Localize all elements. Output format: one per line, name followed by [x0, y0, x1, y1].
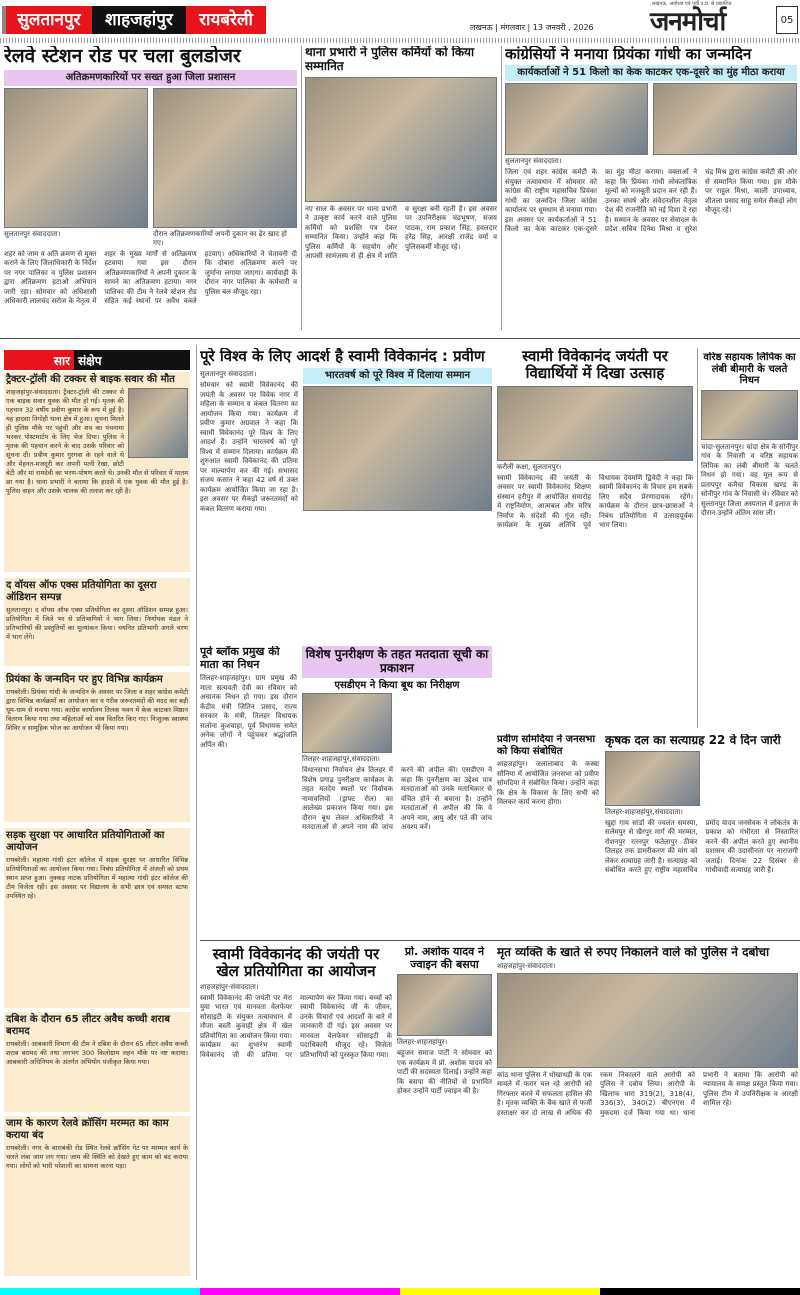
photo-students — [497, 386, 693, 461]
article-somdiya — [497, 734, 599, 934]
article-mother-death — [200, 646, 297, 934]
headline-police-honor: थाना प्रभारी ने पुलिस कर्मियों को किया सम्मानित — [305, 46, 475, 73]
brief-body: रायबरेली। नगर के बाराबंकी रोड स्थित रेलवे क्रॉसिंग गेट पर मरम्मत कार्य के चलते लंबा जाम लग गया। जाम की स्थिति को देखते हुए काम को बंद कराया गया। लोगों को भारी परेशानी का सामना करना पड़ा। — [6, 1144, 188, 1170]
headline-vivekanand-ideal: पूरे विश्व के लिए आदर्श है स्वामी विवेकानंद : प्रवीण — [200, 348, 485, 365]
article-body-bulldozer: शहर को जाम व अति क्रमण से मुक्त कराने के लिए जिलाधिकारी के निर्देश पर नगर पालिका व पुलिस प्रशासन द्वारा अतिक्रमण हटाओ अभियान जारी रहा। सोमवार को अधिशासी अधिकारी लालचंद सरोज के नेतृत्व में शहर के मुख्य मार्गों से अतिक्रमण हटवाया गया इस दौरान अतिक्रमणकारियों ने अपनी दुकान के सामने का अतिक्रमण हटाया। नगर पालिका की टीम ने रेलवे स्टेशन रोड सहित कई स्थानों पर अवैध कब्जे हटवाए। अधिकारियों ने चेतावनी दी कि दोबारा अतिक्रमण करने पर जुर्माना लगाया जाएगा। कार्यवाही के दौरान नगर पालिका के कर्मचारी व पुलिस बल मौजूद रहा। — [4, 249, 297, 306]
headline-clerk-death: वरिष्ठ सहायक लिपिक का लंबी बीमारी के चलते निधन — [703, 352, 796, 386]
headline-mother-death: पूर्व ब्लॉक प्रमुख की माता का निधन — [200, 646, 280, 671]
briefs-header — [4, 350, 190, 370]
article-clerk-death — [701, 352, 798, 728]
headline-bsp: प्रो. अशोक यादव ने ज्वाइन की बसपा — [404, 946, 485, 971]
article-body-a12: बहुजन समाज पार्टी ने सोमवार को एक कार्यक्रम में प्रो. अशोक यादव को पार्टी की सदस्यता दिलाई। उन्होंने कहा कि बसपा की नीतियों से प्रभावित होकर उन्होंने पार्टी ज्वाइन की है। — [397, 1049, 492, 1096]
photo-encroachment-2 — [153, 88, 297, 228]
article-text-priyanka: जिला एवं शहर कांग्रेस कमेटी के संयुक्त तत्वावधान में सोमवार को कांग्रेस की राष्ट्रीय महासचिव प्रियंका गांधी का जन्मदिन जिला कांग्रेस कार्यालय पर धूमधाम से मनाया गया। इस अवसर पर कार्यकर्ताओं ने 51 किलो का केक काटकर एक-दूसरे का मुंह मीठा कराया। वक्ताओं ने कहा कि प्रियंका गांधी लोकतांत्रिक मूल्यों को मजबूती प्रदान कर रही हैं। उनका संघर्ष और संवेदनशील नेतृत्व देश की राजनीति को नई दिशा दे रहा है। सम्मान के अवसर पर सेवादल के प्रदेश सचिव दिनेश मिश्रा व सुरेश चंद्र मिश्र द्वारा कांग्रेस कमेटी की ओर से सम्मानित किया गया। इस मौके पर राहुल मिश्रा, काली उपाध्याय, शीतला प्रसाद साहू समेत सैकड़ों लोग मौजूद रहे। — [505, 168, 797, 234]
tab-raebareli[interactable]: रायबरेली — [186, 6, 266, 34]
brief-body: सुलतानपुर। द वॉयस ऑफ एक्स प्रतियोगिता का दूसरा ऑडिशन सम्पन्न हुआ। प्रतियोगिता में जिले भर से प्रतिभागियों ने भाग लिया। निर्णायक मंडल ने प्रतिभागियों की प्रस्तुतियों का मूल्यांकन किया। चयनित प्रतिभागी अगले चरण में भाग लेंगे। — [6, 606, 188, 641]
subhead-a4: भारतवर्ष को पूरे विश्व में दिलाया सम्मान — [303, 368, 492, 384]
article-body-a8: चांदा-सुलतानपुर। चांदा क्षेत्र के सोनीपुर गांव के निवासी व वरिष्ठ सहायक लिपिक का लंबी बीमारी के चलते निधन हो गया। वह मूल रूप से प्रतापपुर कमैचा विकास खण्ड के सोनीपुर गांव के निवासी थे। रविवार को सुल्तानपुर जिला अस्पताल में इलाज के दौरान उन्होंने अंतिम सांस ली। — [701, 442, 798, 517]
headline-bulldozer: रेलवे स्टेशन रोड पर चला बुलडोजर — [4, 46, 241, 67]
brief-body: रायबरेली। आबकारी विभाग की टीम ने दबिश के दौरान 65 लीटर अवैध कच्ची शराब बरामद की तथा लगभग 300 किलोग्राम लहन मौके पर नष्ट कराया। आबकारी अधिनियम के अंतर्गत अभियोग पंजीकृत किया गया। — [6, 1040, 188, 1066]
dateline-a12: तिलहर-शाहजहांपुर। — [397, 1038, 448, 1047]
article-body-a13 — [497, 1071, 798, 1286]
briefs-label-1: सार — [4, 350, 74, 370]
article-body-a5: तिलहर-शाहजहांपुर। ग्राम प्रमुख की माता सत्यवती देवी का रविवार को अचानक निधन हो गया। इस दौरान केंद्रीय मंत्री जितिन प्रसाद, राज्य सरकार के मंत्री, तिलहर विधायक सलोना कुशवाहा, पूर्व विधायक समेत अनेक लोगों ने पहुंचकर श्रद्धांजलि अर्पित की। — [200, 674, 297, 749]
header-rule — [0, 38, 800, 43]
headline-voter-list: विशेष पुनरीक्षण के तहत मतदाता सूची का प्रकाशन — [302, 646, 492, 678]
dateline-a13: शाहजहांपुर-संवाददाता। — [497, 961, 556, 970]
photo-celebration — [653, 83, 797, 155]
article-voter-list — [302, 646, 492, 934]
article-text-a13: कांठ थाना पुलिस ने धोखाधड़ी के एक मामले में फरार चल रहे आरोपी को गिरफ्तार करने में सफलता हासिल की है। मृतक व्यक्ति के बैंक खाते से फर्जी हस्ताक्षर कर दो लाख से अधिक की रकम निकालने वाले आरोपी को पुलिस ने दबोच लिया। आरोपी के खिलाफ धारा 319(2), 318(4), 336(3), 340(2) बीएनएस में मुकदमा दर्ज किया गया था। थाना प्रभारी ने बताया कि आरोपी को न्यायालय के समक्ष प्रस्तुत किया गया। पुलिस टीम में उपनिरीक्षक व आरक्षी शामिल रहे। — [497, 1070, 798, 1117]
brief-title: प्रियंका के जन्मदिन पर हुए विभिन्न कार्यक्रम — [6, 674, 163, 685]
brief-body: रायबरेली। प्रियंका गांधी के जन्मदिन के अवसर पर जिला व शहर कांग्रेस कमेटी द्वारा विभिन्न कार्यक्रमों का आयोजन कर व गरीब जरूरतमंदों की मदद कर बड़ी धूम-धाम से मनाया गया। कांग्रेस कार्यालय तिलक भवन में केक काटकर मिष्ठान वितरण किया गया तथा महिलाओं को वस्त्र वितरित किए गए। निःशुल्क स्वास्थ्य शिविर व सामूहिक भोज का आयोजन भी किया गया। — [6, 688, 188, 732]
brief-title: सड़क सुरक्षा पर आधारित प्रतियोगिताओं का आयोजन — [6, 830, 165, 853]
photo-arrest — [497, 973, 798, 1068]
photo-event-stage — [303, 386, 492, 511]
caption-1: सुलतानपुर संवाददाता। — [4, 229, 61, 238]
article-police-honor — [305, 46, 497, 330]
article-bsp — [397, 946, 492, 1286]
photo-encroachment-1 — [4, 88, 148, 228]
color-registration-bar — [0, 1288, 800, 1295]
brief-item — [4, 1012, 190, 1112]
article-krishak-dal — [605, 734, 798, 934]
photo-victim — [128, 388, 188, 458]
article-priyanka — [505, 46, 797, 330]
caption-2: दौरान अतिक्रमणकारियों अपनी दुकान का ढ़ेर खाद हो गए। — [153, 229, 287, 247]
article-body-police: नए साल के अवसर पर थाना प्रभारी ने उत्कृष्ट कार्य करने वाले पुलिस कर्मियों को प्रशस्ति पत्र देकर सम्मानित किया। उन्होंने कहा कि पुलिस कर्मियों के सहयोग और आपसी सामंजस्य से ही क्षेत्र में शांति व सुरक्षा बनी रहती है। इस अवसर पर उपनिरीक्षक चंद्रभूषण, संजय पाठक, राम प्रकाश सिंह, हवलदार हरेंद्र सिंह, आरक्षी राजेंद्र वर्मा व पुलिसकर्मी मौजूद रहे। — [305, 204, 497, 261]
briefs-label-2: संक्षेप — [78, 354, 102, 368]
headline-sports: स्वामी विवेकानंद की जयंती पर खेल प्रतियोगिता का आयोजन — [212, 946, 380, 981]
headline-bank-fraud: मृत व्यक्ति के खाते से रुपए निकालने वाले को पुलिस ने दबोचा — [497, 946, 770, 959]
article-students — [497, 348, 693, 728]
photo-bsp — [397, 974, 492, 1036]
article-sports — [200, 946, 392, 1286]
headline-students: स्वामी विवेकानंद जयंती पर विद्यार्थियों में दिखा उत्साह — [522, 348, 668, 383]
headline-somdiya: प्रवीण सोमदिया ने जनसभा को किया संबोधित — [497, 734, 596, 757]
brief-item — [4, 578, 190, 666]
dateline-a4: सुलतानपुर संवाददाता। — [200, 370, 257, 379]
subhead-bulldozer: अतिक्रमणकारियों पर सख्त हुआ जिला प्रशासन — [4, 70, 297, 86]
article-body-a10: खुद्दा गाय सांडों की ज्वलंत समस्या, सलेमपुर से खैरपुर मार्ग की मरम्मत, रोशनपुर रतनपुर फतेलापुर ठीकर तिलहर तक डामरीकरण की मांग को लेकर सत्याग्रह जारी है। सत्याग्रह को संबोधित करते हुए राष्ट्रीय महासचिव प्रमोद यादव जनसेवक ने लोकतंत्र के प्रकाश को गंभीरता से निस्तारित करने की अपील करते हुए स्थानीय प्रशासन की उदासीनता पर नाराजगी जताई। दिनांक 22 दिसंबर से गांधीवादी सत्याग्रह जारी है। — [605, 818, 798, 875]
photo-police — [305, 77, 497, 202]
tab-sultanpur[interactable]: सुलतानपुर — [6, 6, 92, 34]
dateline-a10: तिलहर-शाहजहांपुर,संवाददाता। — [605, 807, 683, 816]
dateline-a11: शाहजहांपुर-संवाददाता। — [200, 982, 259, 991]
dateline-priyanka: सुलतानपुर संवाददाता। — [505, 157, 562, 166]
tab-shahjahanpur[interactable]: शाहजहांपुर — [92, 6, 186, 34]
headline-krishak-dal: कृषक दल का सत्याग्रह 22 वे दिन जारी — [605, 734, 781, 747]
newspaper-logo: जनमोर्चा — [650, 7, 726, 37]
article-body-a6: विधानसभा निर्वाचन क्षेत्र तिलहर में विशेष प्रगाढ़ पुनरीक्षण कार्यक्रम के तहत मतदेय स्थलों पर निर्वाचक नामावलियों (ड्राफ्ट रोल) का आलेख्य प्रकाशन किया गया। इस दौरान बूथ लेवल अधिकारियों ने मतदाताओं से अपने नाम की जांच करने की अपील की। एसडीएम ने कहा कि पुनरीक्षण का उद्देश्य पात्र मतदाताओं को उनके मताधिकार से वंचित होने से बचाना है। उन्होंने मतदाताओं से अपील की कि वे अपने नाम, आयु और पते की जांच अवश्य करें। — [302, 766, 492, 832]
article-vivekanand-ideal — [200, 348, 492, 640]
photo-clerk — [701, 390, 798, 440]
brief-item — [4, 372, 190, 572]
article-body-a4: सोमवार को स्वामी विवेकानंद की जयंती के अवसर पर विवेक नगर में महिला के सम्मान व कंबल वितरण का आयोजन किया गया। कार्यक्रम में प्रवीण कुमार अग्रवाल ने कहा कि स्वामी विवेकानंद पूरे विश्व के लिए आदर्श हैं। उन्होंने भारतवर्ष को पूरे विश्व में सम्मान दिलाया। कार्यक्रम की शुरुआत स्वामी विवेकानंद की प्रतिमा पर माल्यार्पण कर की गई। सभासद संजय कसान ने कहा 42 वर्ष से उक्त कार्यक्रम आयोजित किया जा रहा है। इस अवसर पर सैकड़ों जरूरतमंदों को कंबल वितरण कराया गया। — [200, 381, 298, 513]
subhead-sdm: एसडीएम ने किया बूथ का निरीक्षण — [334, 679, 460, 691]
brief-title: द वॉयस ऑफ एक्स प्रतियोगिता का दूसरा ऑडिशन सम्पन्न — [6, 580, 157, 603]
headline-priyanka: कांग्रेसियों ने मनाया प्रियंका गांधी का जन्मदिन — [505, 46, 752, 63]
masthead-bar — [0, 0, 800, 38]
photo-satyagraha — [605, 751, 700, 806]
brief-text: शाहजहांपुर-संवाददाता। ट्रैक्टर-ट्रॉली की टक्कर से एक बाइक सवार युवक की मौत हो गई। मृतक की पहचान 32 वर्षीय प्रवीण कुमार के रूप में हुई है। यह हादसा निगोही थाना क्षेत्र में हुआ। सूचना मिलते ही पुलिस मौके पर पहुंची और शव का पंचनामा भरकर पोस्टमार्टम के लिए भेज दिया। पुलिस ने मृतक की पहचान करने के बाद उसके परिवार को सूचना दी। प्रवीण कुमार गुरगवा के रहने वाले थे और मेहनत-मजदूरी कर अपनी पत्नी रेखा, छोटी बेटी और मां रामदेवी का भरण-पोषण करते थे। उनकी मौत से परिवार में मातम छा गया है। थाना प्रभारी ने बताया कि हादसे में एक युवक की मौत हुई है। पुलिस वाहन और उसके चालक की तलाश कर रही है। — [6, 388, 188, 495]
brief-item — [4, 828, 190, 1008]
article-body-a9: शाहजहांपुर। जलालाबाद के कस्बा सौनिया में आयोजित जनसभा को प्रवीण सोमदिया ने संबोधित किया। उन्होंने कहा कि क्षेत्र के विकास के लिए सभी को मिलकर कार्य करना होगा। — [497, 760, 599, 806]
dateline-a7: करौली कक्षा, सुलतानपुर। — [497, 462, 562, 471]
article-body-a11: स्वामी विवेकानंद की जयंती पर मेरा युवा भारत एवं मानवता वेलफेयर सोसाइटी के संयुक्त तत्वावधान में मौजा बस्ती कुवाही क्षेत्र में खेल प्रतियोगिता का आयोजन किया गया। कार्यक्रम का शुभारंभ स्वामी विवेकानंद जी की प्रतिमा पर माल्यार्पण कर किया गया। बच्चों को स्वामी विवेकानंद जी के जीवन, उनके विचारों एवं आदर्शों के बारे में जानकारी दी गई। इस अवसर पर मानवता वेलफेयर सोसाइटी के पदाधिकारी मौजूद रहे। विजेता प्रतिभागियों को पुरस्कृत किया गया। — [200, 993, 392, 1059]
brief-title: जाम के कारण रेलवे क्रॉसिंग मरम्मत का काम कराया बंद — [6, 1118, 169, 1141]
article-body-a7: स्वामी विवेकानंद की जयंती के अवसर पर स्वामी विवेकानंद शिक्षण संस्थान हरीपुर में आयोजित समारोह में राष्ट्रनिर्माण, आत्मबल और चरित्र निर्माण के संदेशों की गूंज रही। कार्यक्रम के मुख्य अतिथि पूर्व विधायक देवमणि द्विवेदी ने कहा कि स्वामी विवेकानंद के विचार हम सबके लिए सदैव प्रेरणादायक रहेंगे। कार्यक्रम के दौरान छात्र-छात्राओं ने निबंध प्रतियोगिता में उत्साहपूर्वक भाग लिया। — [497, 473, 693, 529]
brief-item — [4, 672, 190, 822]
article-body-priyanka — [505, 168, 797, 330]
page-number: 05 — [776, 6, 798, 34]
article-bulldozer — [4, 46, 297, 330]
brief-title: दबिश के दौरान 65 लीटर अवैध कच्ची शराब बरामद — [6, 1014, 170, 1037]
brief-body — [4, 388, 190, 498]
brief-title: ट्रैक्टर-ट्रॉली की टक्कर से बाइक सवार की मौत — [6, 374, 175, 385]
dateline-a6: तिलहर-शाहजहांपुर,संवाददाता। — [302, 755, 380, 764]
photo-booth — [302, 693, 392, 753]
photo-cake — [505, 83, 648, 155]
brief-item — [4, 1116, 190, 1276]
article-bank-fraud — [497, 946, 798, 1286]
tagline: लखनऊ, अयोध्या एवं पूर्वी उ.प्र. से प्रकाशित — [652, 1, 732, 7]
dateline: लखनऊ | मंगलवार | 13 जनवरी , 2026 — [470, 23, 594, 32]
brief-body: रायबरेली। महात्मा गांधी इंटर कॉलेज में सड़क सुरक्षा पर आधारित विभिन्न प्रतियोगिताओं का आयोजन किया गया। निबंध प्रतियोगिता में अंजली को प्रथम स्थान प्राप्त हुआ। नुक्कड़ नाटक प्रतियोगिता में महात्मा गांधी इंटर कॉलेज की टीम विजेता रही। इस अवसर पर विद्यालय के सभी छात्र एवं समस्त स्टाफ उपस्थित रहे। — [6, 856, 188, 900]
subhead-priyanka: कार्यकर्ताओं ने 51 किलो का केक काटकर एक-दूसरे का मुंह मीठा कराया — [505, 65, 797, 81]
